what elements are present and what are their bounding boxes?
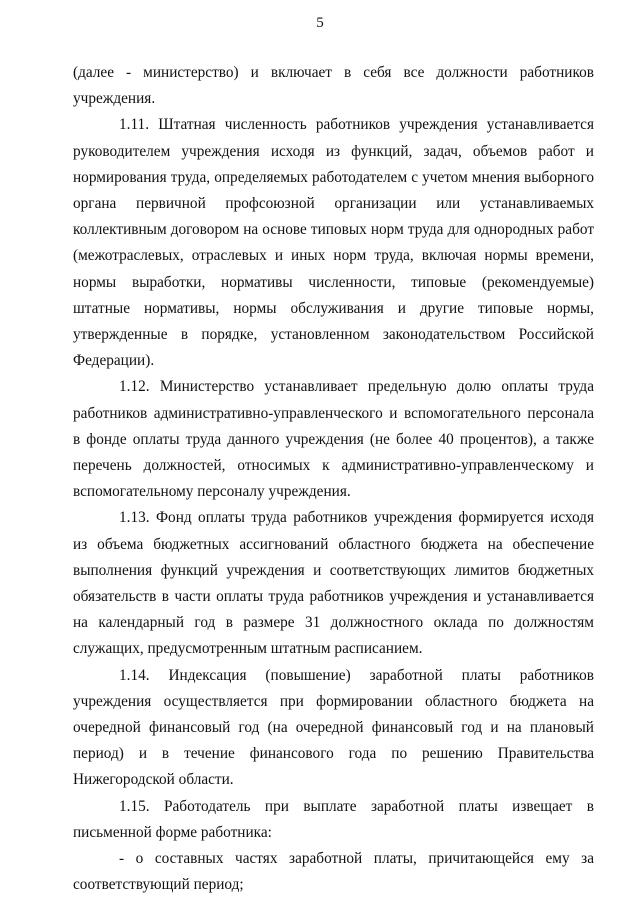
paragraph-1-15: 1.15. Работодатель при выплате заработной платы извещает в письменной форме работника: xyxy=(73,797,594,841)
paragraph-continuation: (далее - министерство) и включает в себя все должности работников учреждения. xyxy=(73,64,594,108)
paragraph-1-11: 1.11. Штатная численность работников учреждения устанавливается руководителем учреждения исходя из функций, задач, объемов работ и нормирования труда, определяемых работодателем с учетом мнения выборного органа первичной профсоюзной организации или устанавливаемых коллективным договором на основе типовых норм труда для однородных работ (межотраслевых, отраслевых и иных норм труда, включая нормы времени, нормы выработки, нормативы численности, типовые (рекомендуемые) штатные нормативы, нормы обслуживания и другие типовые нормы, утвержденные в порядке, установленном законодательством Российской Федерации). xyxy=(73,116,594,370)
paragraph-1-12: 1.12. Министерство устанавливает предельную долю оплаты труда работников административно-управленческого и вспомогательного персонала в фонде оплаты труда данного учреждения (не более 40 процентов), а также перечень должностей, относимых к административно-управленческому и вспомогательному персоналу учреждения. xyxy=(73,378,594,501)
paragraph-list-item: - о составных частях заработной платы, причитающейся ему за соответствующий период; xyxy=(73,850,594,894)
document-body xyxy=(73,60,594,899)
page-number: 5 xyxy=(316,15,324,31)
paragraph-1-13: 1.13. Фонд оплаты труда работников учреждения формируется исходя из объема бюджетных ассигнований областного бюджета на обеспечение выполнения функций учреждения и соответствующих лимитов бюджетных обязательств в части оплаты труда работников учреждения и устанавливается на календарный год в размере 31 должностного оклада по должностям служащих, предусмотренным штатным расписанием. xyxy=(73,509,594,658)
paragraph-1-14: 1.14. Индексация (повышение) заработной платы работников учреждения осуществляется при формировании областного бюджета на очередной финансовый год (на очередной финансовый год и на плановый период) и в течение финансового года по решению Правительства Нижегородской области. xyxy=(73,666,594,789)
